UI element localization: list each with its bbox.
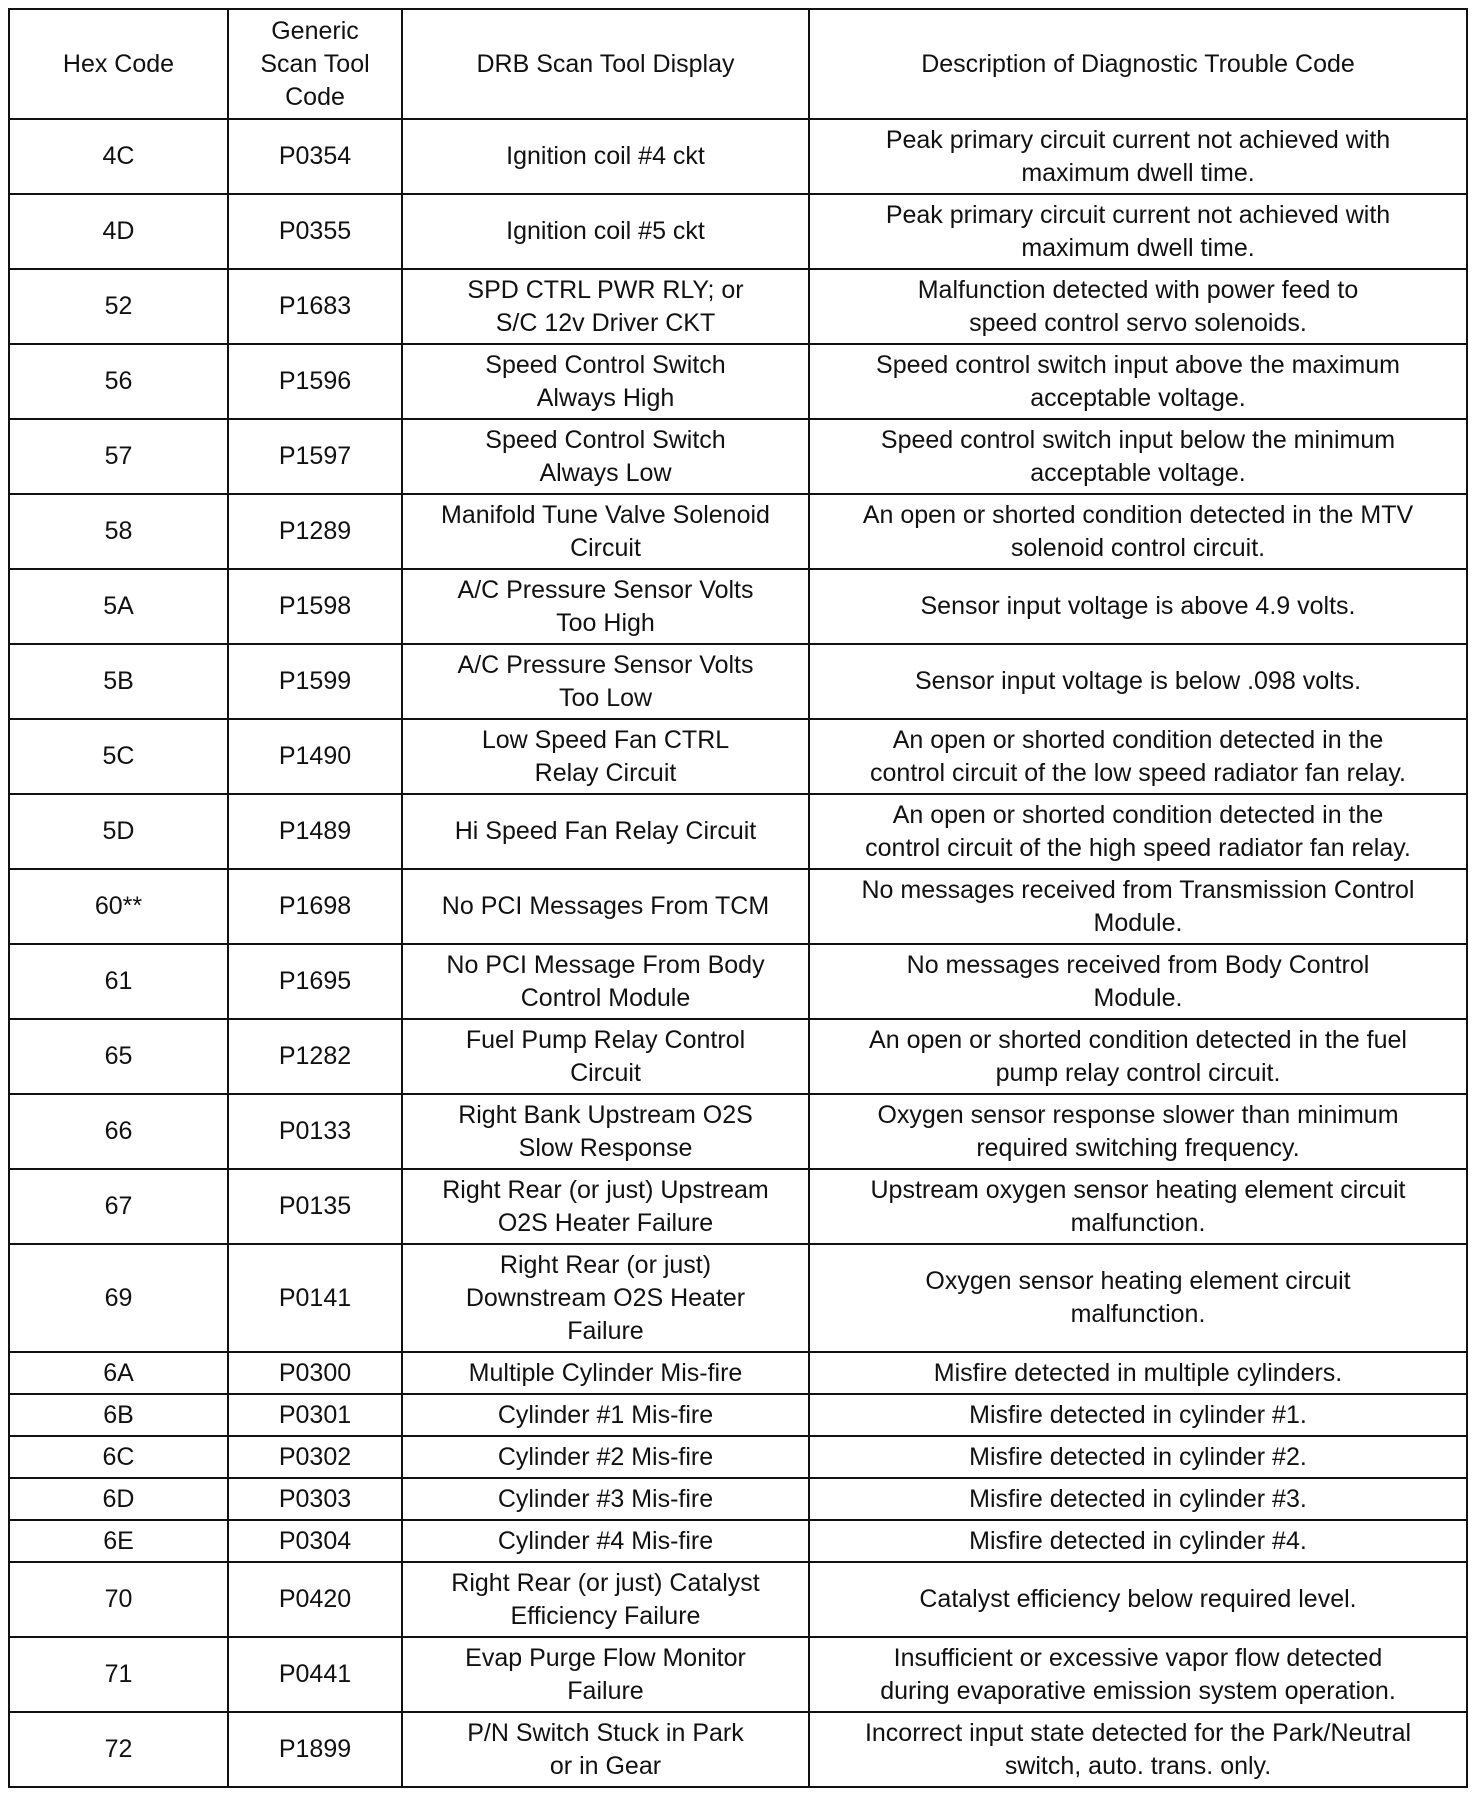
cell-description: Peak primary circuit current not achieved with maximum dwell time. xyxy=(809,119,1467,194)
table-row xyxy=(9,869,1467,944)
cell-drb-display: No PCI Message From Body Control Module xyxy=(402,944,809,1019)
cell-description: Sensor input voltage is below .098 volts. xyxy=(809,644,1467,719)
cell-description: No messages received from Transmission Control Module. xyxy=(809,869,1467,944)
table-row xyxy=(9,1520,1467,1562)
table-row xyxy=(9,644,1467,719)
cell-hex-code: 5B xyxy=(9,644,228,719)
cell-description: An open or shorted condition detected in the fuel pump relay control circuit. xyxy=(809,1019,1467,1094)
cell-generic-code: P1596 xyxy=(228,344,402,419)
cell-description: Oxygen sensor response slower than minimum required switching frequency. xyxy=(809,1094,1467,1169)
cell-drb-display: Speed Control Switch Always High xyxy=(402,344,809,419)
cell-hex-code: 4D xyxy=(9,194,228,269)
cell-generic-code: P0133 xyxy=(228,1094,402,1169)
header-row xyxy=(9,9,1467,119)
cell-hex-code: 60** xyxy=(9,869,228,944)
cell-generic-code: P0304 xyxy=(228,1520,402,1562)
cell-hex-code: 67 xyxy=(9,1169,228,1244)
cell-hex-code: 4C xyxy=(9,119,228,194)
cell-description: Malfunction detected with power feed to speed control servo solenoids. xyxy=(809,269,1467,344)
table-row xyxy=(9,1019,1467,1094)
cell-hex-code: 56 xyxy=(9,344,228,419)
cell-hex-code: 6E xyxy=(9,1520,228,1562)
table-row xyxy=(9,1436,1467,1478)
cell-drb-display: Right Rear (or just) Upstream O2S Heater Failure xyxy=(402,1169,809,1244)
cell-description: Upstream oxygen sensor heating element circuit malfunction. xyxy=(809,1169,1467,1244)
cell-drb-display: Cylinder #2 Mis-fire xyxy=(402,1436,809,1478)
table-row xyxy=(9,1712,1467,1787)
cell-description: Speed control switch input below the minimum acceptable voltage. xyxy=(809,419,1467,494)
cell-generic-code: P1695 xyxy=(228,944,402,1019)
cell-hex-code: 5C xyxy=(9,719,228,794)
cell-description: Speed control switch input above the maximum acceptable voltage. xyxy=(809,344,1467,419)
table-row xyxy=(9,1478,1467,1520)
cell-drb-display: Evap Purge Flow Monitor Failure xyxy=(402,1637,809,1712)
cell-description: Misfire detected in cylinder #3. xyxy=(809,1478,1467,1520)
table-row xyxy=(9,1244,1467,1352)
cell-description: No messages received from Body Control Module. xyxy=(809,944,1467,1019)
table-body xyxy=(9,119,1467,1787)
cell-generic-code: P1698 xyxy=(228,869,402,944)
cell-hex-code: 52 xyxy=(9,269,228,344)
cell-drb-display: SPD CTRL PWR RLY; or S/C 12v Driver CKT xyxy=(402,269,809,344)
cell-description: An open or shorted condition detected in the MTV solenoid control circuit. xyxy=(809,494,1467,569)
cell-drb-display: Hi Speed Fan Relay Circuit xyxy=(402,794,809,869)
cell-description: Oxygen sensor heating element circuit malfunction. xyxy=(809,1244,1467,1352)
cell-generic-code: P0420 xyxy=(228,1562,402,1637)
cell-drb-display: P/N Switch Stuck in Park or in Gear xyxy=(402,1712,809,1787)
cell-drb-display: Manifold Tune Valve Solenoid Circuit xyxy=(402,494,809,569)
cell-drb-display: A/C Pressure Sensor Volts Too High xyxy=(402,569,809,644)
cell-hex-code: 69 xyxy=(9,1244,228,1352)
cell-hex-code: 6C xyxy=(9,1436,228,1478)
header-drb-scan-tool-display: DRB Scan Tool Display xyxy=(402,9,809,119)
cell-drb-display: Cylinder #1 Mis-fire xyxy=(402,1394,809,1436)
cell-description: Incorrect input state detected for the Park/Neutral switch, auto. trans. only. xyxy=(809,1712,1467,1787)
cell-drb-display: Cylinder #4 Mis-fire xyxy=(402,1520,809,1562)
cell-generic-code: P0302 xyxy=(228,1436,402,1478)
cell-hex-code: 61 xyxy=(9,944,228,1019)
table-row xyxy=(9,269,1467,344)
cell-drb-display: Right Rear (or just) Downstream O2S Heater Failure xyxy=(402,1244,809,1352)
cell-hex-code: 6B xyxy=(9,1394,228,1436)
cell-drb-display: Right Rear (or just) Catalyst Efficiency Failure xyxy=(402,1562,809,1637)
cell-hex-code: 5D xyxy=(9,794,228,869)
cell-hex-code: 71 xyxy=(9,1637,228,1712)
table-row xyxy=(9,1394,1467,1436)
table-row xyxy=(9,1169,1467,1244)
cell-generic-code: P1282 xyxy=(228,1019,402,1094)
table-row xyxy=(9,944,1467,1019)
cell-description: Peak primary circuit current not achieved with maximum dwell time. xyxy=(809,194,1467,269)
table-row xyxy=(9,1637,1467,1712)
table-row xyxy=(9,119,1467,194)
cell-description: Insufficient or excessive vapor flow detected during evaporative emission system operation. xyxy=(809,1637,1467,1712)
cell-generic-code: P0303 xyxy=(228,1478,402,1520)
cell-drb-display: Right Bank Upstream O2S Slow Response xyxy=(402,1094,809,1169)
cell-generic-code: P1597 xyxy=(228,419,402,494)
cell-generic-code: P1490 xyxy=(228,719,402,794)
cell-hex-code: 58 xyxy=(9,494,228,569)
cell-description: Misfire detected in multiple cylinders. xyxy=(809,1352,1467,1394)
table-row xyxy=(9,194,1467,269)
cell-generic-code: P1599 xyxy=(228,644,402,719)
cell-hex-code: 5A xyxy=(9,569,228,644)
cell-generic-code: P1899 xyxy=(228,1712,402,1787)
cell-description: An open or shorted condition detected in the control circuit of the low speed radiator fan relay. xyxy=(809,719,1467,794)
cell-generic-code: P1683 xyxy=(228,269,402,344)
table-row xyxy=(9,419,1467,494)
table-row xyxy=(9,344,1467,419)
cell-generic-code: P1598 xyxy=(228,569,402,644)
cell-generic-code: P1289 xyxy=(228,494,402,569)
cell-generic-code: P0301 xyxy=(228,1394,402,1436)
cell-description: Misfire detected in cylinder #2. xyxy=(809,1436,1467,1478)
cell-generic-code: P0300 xyxy=(228,1352,402,1394)
table-row xyxy=(9,1562,1467,1637)
table-row xyxy=(9,719,1467,794)
table-row xyxy=(9,569,1467,644)
cell-description: Sensor input voltage is above 4.9 volts. xyxy=(809,569,1467,644)
table-row xyxy=(9,1352,1467,1394)
header-generic-scan-tool-code: Generic Scan Tool Code xyxy=(228,9,402,119)
cell-drb-display: Cylinder #3 Mis-fire xyxy=(402,1478,809,1520)
cell-hex-code: 6A xyxy=(9,1352,228,1394)
cell-description: An open or shorted condition detected in the control circuit of the high speed radiator fan relay. xyxy=(809,794,1467,869)
cell-drb-display: A/C Pressure Sensor Volts Too Low xyxy=(402,644,809,719)
cell-description: Misfire detected in cylinder #1. xyxy=(809,1394,1467,1436)
table-row xyxy=(9,494,1467,569)
cell-generic-code: P0135 xyxy=(228,1169,402,1244)
cell-description: Misfire detected in cylinder #4. xyxy=(809,1520,1467,1562)
cell-hex-code: 66 xyxy=(9,1094,228,1169)
cell-drb-display: No PCI Messages From TCM xyxy=(402,869,809,944)
cell-description: Catalyst efficiency below required level. xyxy=(809,1562,1467,1637)
cell-generic-code: P0354 xyxy=(228,119,402,194)
cell-drb-display: Low Speed Fan CTRL Relay Circuit xyxy=(402,719,809,794)
cell-drb-display: Ignition coil #5 ckt xyxy=(402,194,809,269)
dtc-table xyxy=(8,8,1468,1788)
cell-drb-display: Fuel Pump Relay Control Circuit xyxy=(402,1019,809,1094)
cell-hex-code: 57 xyxy=(9,419,228,494)
table-row xyxy=(9,1094,1467,1169)
cell-drb-display: Multiple Cylinder Mis-fire xyxy=(402,1352,809,1394)
table-row xyxy=(9,794,1467,869)
cell-hex-code: 6D xyxy=(9,1478,228,1520)
cell-generic-code: P0355 xyxy=(228,194,402,269)
header-hex-code: Hex Code xyxy=(9,9,228,119)
cell-generic-code: P1489 xyxy=(228,794,402,869)
cell-drb-display: Ignition coil #4 ckt xyxy=(402,119,809,194)
cell-hex-code: 65 xyxy=(9,1019,228,1094)
table-header xyxy=(9,9,1467,119)
cell-hex-code: 72 xyxy=(9,1712,228,1787)
cell-generic-code: P0441 xyxy=(228,1637,402,1712)
cell-hex-code: 70 xyxy=(9,1562,228,1637)
document-page xyxy=(8,8,1466,1788)
cell-drb-display: Speed Control Switch Always Low xyxy=(402,419,809,494)
header-description: Description of Diagnostic Trouble Code xyxy=(809,9,1467,119)
cell-generic-code: P0141 xyxy=(228,1244,402,1352)
